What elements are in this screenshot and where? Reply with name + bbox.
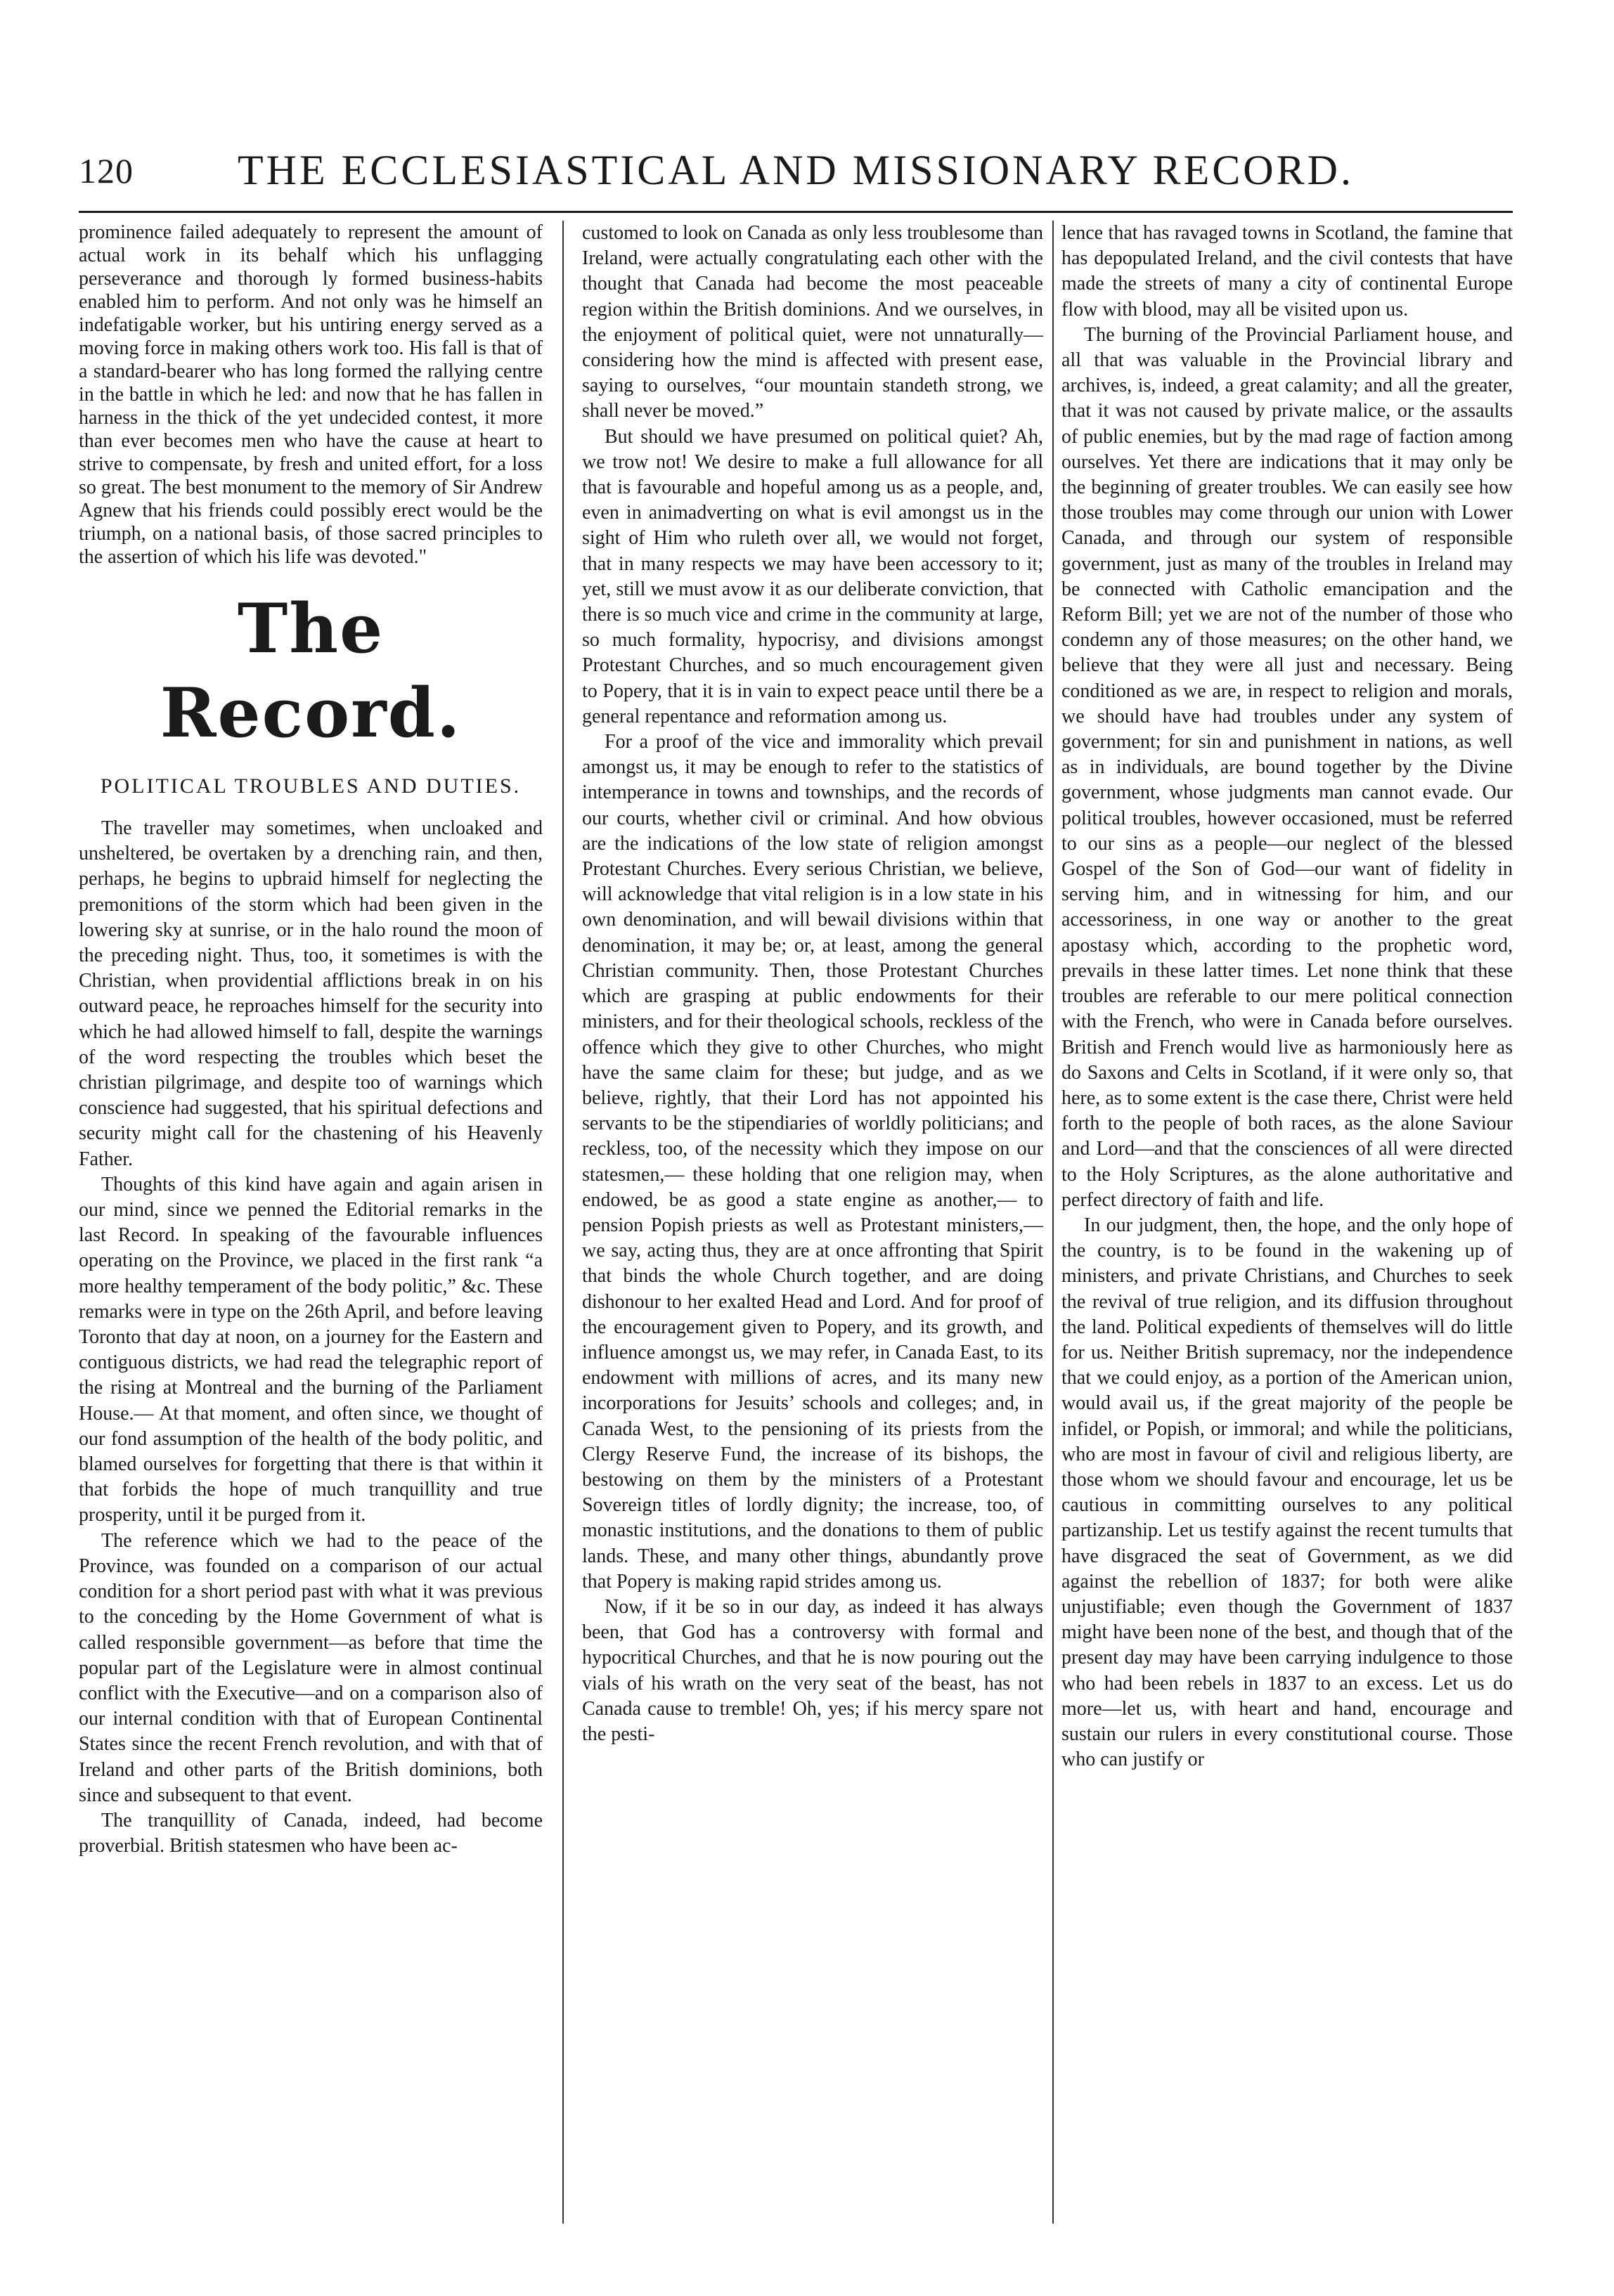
running-title: THE ECCLESIASTICAL AND MISSIONARY RECORD. — [238, 147, 1354, 193]
column-1 — [79, 221, 543, 2224]
page-number: 120 — [79, 151, 134, 190]
article-paragraph: lence that has ravaged towns in Scotland, the famine that has depopulated Ireland, and the civil contests that have made the streets of many a city of continental Europe flow with blood, may all be visited upon us. — [1061, 222, 1513, 320]
article-paragraph: For a proof of the vice and immorality which prevail amongst us, it may be enough to refer to the statistics of intemperance in towns and townships, and the records of our courts, whether civil or criminal. And how obvious are the indications of the low state of religion amongst Protestant Churches. Every serious Christian, we believe, will acknowledge that vital religion is in a low state in his own denomination, and will bewail divisions within that denomination, it may be; or, at least, among the general Christian community. Then, those Protestant Churches which are grasping at public endowments for their ministers, and for their theological schools, reckless of the offence which they give to other Churches, who might have the same claim for these; but judge, and as we believe, rightly, that their Lord has not appointed his servants to be the stipendiaries of worldly politicians; and reckless, too, of the necessity which they impose on our statesmen,— these holding that one religion may, when endowed, be as good a state engine as another,— to pension Popish priests as well as Protestant ministers,—we say, acting thus, they are at once affronting that Spirit that binds the whole Church together, and are doing dishonour to her exalted Head and Lord. And for proof of the encouragement given to Popery, and its growth, and influence amongst us, we may refer, in Canada East, to its endowment with millions of acres, and its many new incorporations for Jesuits’ schools and colleges; and, in Canada West, to the pensioning of its priests from the Clergy Reserve Fund, the increase of its bishops, the bestowing on them by the ministers of a Protestant Sovereign titles of lordly dignity; the increase, too, of monastic institutions, and the donations to them of public lands. These, and many other things, abundantly prove that Popery is making rapid strides among us. — [582, 731, 1043, 1593]
article-paragraph: The reference which we had to the peace of the Province, was founded on a comparison of our actual condition for a short period past with what it was previous to the conceding by the Home Government of what is called responsible government—as before that time the popular part of the Legislature were in almost continual conflict with the Executive—and on a comparison also of our internal condition with that of European Continental States since the recent French revolution, and with that of Ireland and other parts of the British dominions, both since and subsequent to that event. — [79, 1529, 543, 1806]
article-paragraph: The burning of the Provincial Parliament house, and all that was valuable in the Provincial library and archives, is, indeed, a great calamity; and all the greater, that it was not caused by private malice, or the assaults of public enemies, but by the mad rage of faction among ourselves. Yet there are indications that it may only be the beginning of greater troubles. We can easily see how those troubles may come through our union with Lower Canada, and through our system of responsible government, just as many of the troubles in Ireland may be connected with Catholic emancipation and the Reform Bill; yet we are not of the number of those who condemn any of those measures; on the other hand, we believe that they were all just and necessary. Being conditioned as we are, in respect to religion and morals, we should have had troubles under any system of government; for sin and punishment in nations, as well as in individuals, are bound together by the Divine government, whose judgments man cannot evade. Our political troubles, however occasioned, must be referred to our sins as a people—our neglect of the blessed Gospel of the Son of God—our want of fidelity in serving him, and in witnessing for him, and our accessoriness, in one way or another to the great apostasy which, according to the prophetic word, prevails in these latter times. Let none think that these troubles are referable to our mere political connection with the French, who were in Canada before ourselves. British and French would live as harmoniously here as do Saxons and Celts in Scotland, if it were only so, that here, as to some extent is the case there, Christ were held forth to the people of both races, as the alone Saviour and Lord—and that the consciences of all were directed to the Holy Scriptures, as the alone authoritative and perfect directory of faith and life. — [1061, 323, 1513, 1211]
article-paragraph: The tranquillity of Canada, indeed, had become proverbial. British statesmen who have been ac- — [79, 1809, 543, 1857]
intro-paragraph: prominence failed adequately to represent the amount of actual work in its behalf which his unflagging perseverance and thorough ly formed business-habits enabled him to perform. And not only was he himself an indefatigable worker, but his untiring energy served as a moving force in making others work too. His fall is that of a standard-bearer who has long formed the rallying centre in the battle in which he led: and now that he has fallen in harness in the thick of the yet undecided contest, it more than ever becomes men who have the cause at heart to strive to compensate, by fresh and united effort, for a loss so great. The best monument to the memory of Sir Andrew Agnew that his friends could possibly erect would be the triumph, on a national basis, of those sacred principles to the assertion of which his life was devoted." — [79, 221, 543, 568]
article-paragraph: Thoughts of this kind have again and again arisen in our mind, since we penned the Editorial remarks in the last Record. In speaking of the favourable influences operating on the Province, we placed in the first rank “a more healthy temperament of the body politic,” &c. These remarks were in type on the 26th April, and before leaving Toronto that day at noon, on a journey for the Eastern and contiguous districts, we had read the telegraphic report of the rising at Montreal and the burning of the Parliament House.— At that moment, and often since, we thought of our fond assumption of the health of the body politic, and blamed ourselves for forgetting that there is that within it that forbids the hope of much tranquillity and true prosperity, until it be purged from it. — [79, 1173, 543, 1526]
column-3 — [1061, 221, 1513, 2224]
article-paragraph: But should we have presumed on political quiet? Ah, we trow not! We desire to make a full allowance for all that is favourable and hopeful among us as a people, and, even in animadverting on what is evil amongst us in the sight of Him who ruleth over all, we would not forget, that in many respects we may have been accessory to it; yet, still we must avow it as our deliberate conviction, that there is so much vice and crime in the community at large, so much formality, hypocrisy, and divisions amongst Protestant Churches, and so much encouragement given to Popery, that it is in vain to expect peace until there be a general repentance and reformation among us. — [582, 425, 1043, 727]
article-paragraph: customed to look on Canada as only less troublesome than Ireland, were actually congratulating each other with the thought that Canada had become the most peaceable region within the British dominions. And we ourselves, in the enjoyment of political quiet, were not unnaturally—considering how the mind is affected with present ease, saying to ourselves, “our mountain standeth strong, we shall never be moved.” — [582, 222, 1043, 422]
section-heading: POLITICAL TROUBLES AND DUTIES. — [100, 774, 522, 798]
article-paragraph: In our judgment, then, the hope, and the only hope of the country, is to be found in the wakening up of ministers, and private Christians, and Churches to seek the revival of true religion, and its diffusion throughout the land. Political expedients of themselves will do little for us. Neither British supremacy, nor the independence that we could enjoy, as a portion of the American union, would avail us, if the great majority of the people be infidel, or Popish, or immoral; and while the politicians, who are most in favour of civil and religious liberty, are those whom we should favour and encourage, let us be cautious in committing ourselves to any political partizanship. Let us testify against the recent tumults that have disgraced the seat of Government, as we did against the rebellion of 1837; for both were alike unjustifiable; even though the Government of 1837 might have been none of the best, and though that of the present day may have been carrying indulgence to those who had been rebels in 1837 to an excess. Let us do more—let us, with heart and hand, encourage and sustain our rulers in every constitutional course. Those who can justify or — [1061, 1214, 1513, 1771]
record-masthead: The Record. — [160, 589, 462, 753]
column-separator — [1052, 221, 1054, 2224]
running-header — [79, 146, 1513, 209]
column-separator — [562, 221, 564, 2224]
article-paragraph: Now, if it be so in our day, as indeed it has always been, that God has a controversy with formal and hypocritical Churches, and that he is now pouring out the vials of his wrath on the very seat of the beast, has not Canada cause to tremble! Oh, yes; if his mercy spare not the pesti- — [582, 1595, 1043, 1745]
column-2 — [582, 221, 1043, 2224]
header-rule — [79, 211, 1513, 213]
article-paragraph: The traveller may sometimes, when uncloaked and unsheltered, be overtaken by a drenching rain, and then, perhaps, he begins to upbraid himself for neglecting the premonitions of the storm which had been given in the lowering sky at sunrise, or in the halo round the moon of the preceding night. Thus, too, it sometimes is with the Christian, when providential afflictions break in on his outward peace, he reproaches himself for the security into which he had allowed himself to fall, despite the warnings of the word respecting the troubles which beset the christian pilgrimage, and despite too of warnings which conscience had suggested, that his spiritual defections and security might call for the chastening of his Heavenly Father. — [79, 817, 543, 1170]
